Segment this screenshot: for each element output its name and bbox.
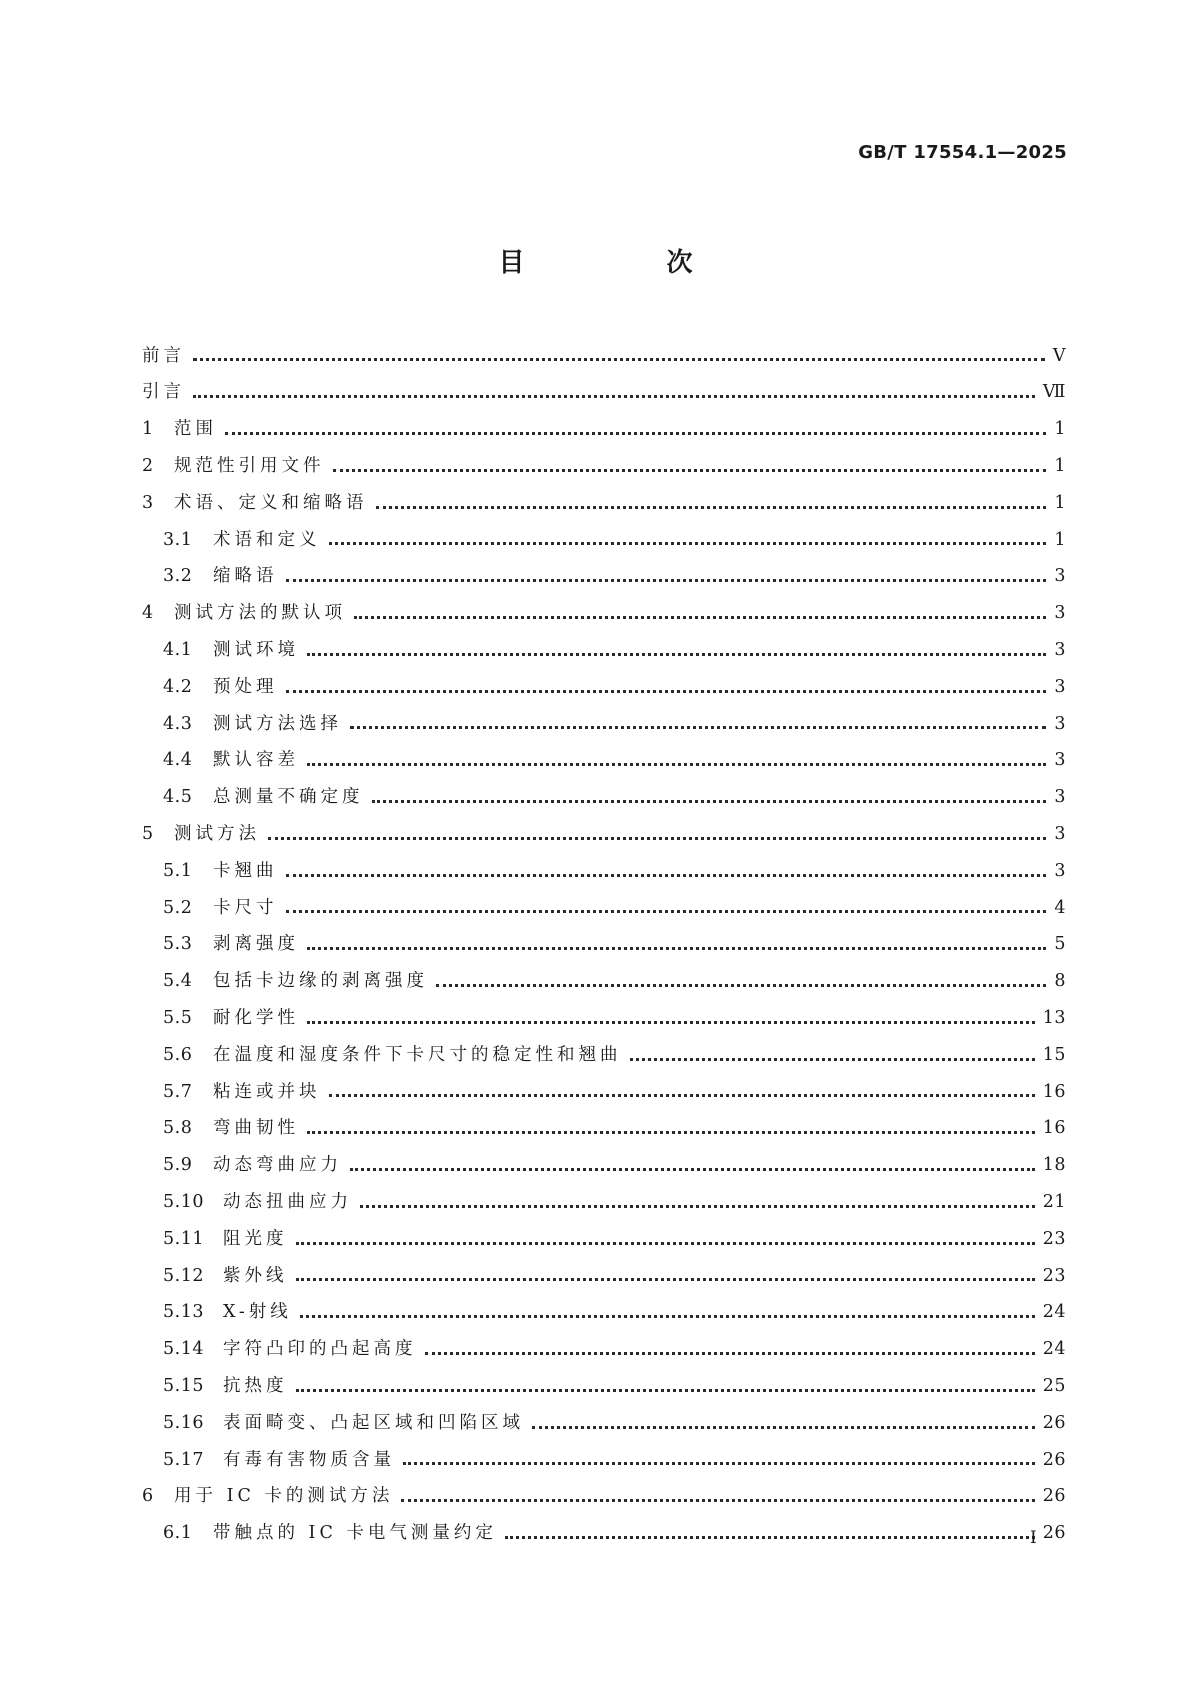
- toc-leader-dots: [350, 1167, 1035, 1171]
- toc-entry-page: 23: [1042, 1265, 1066, 1286]
- toc-entry-title: 测试方法: [174, 824, 260, 844]
- toc-entry-page: Ⅶ: [1042, 382, 1066, 403]
- toc-leader-dots: [307, 652, 1046, 656]
- toc-entry-title: 引言: [142, 382, 185, 403]
- toc-leader-dots: [401, 1498, 1034, 1502]
- toc-leader-dots: [630, 1057, 1035, 1061]
- toc-entry[interactable]: [142, 816, 1066, 853]
- toc-entry-page: 3: [1054, 860, 1066, 881]
- toc-entry-page: 3: [1054, 824, 1066, 844]
- toc-leader-dots: [296, 1388, 1035, 1392]
- toc-entry-page: 3: [1054, 750, 1066, 771]
- toc-entry-title: 粘连或并块: [213, 1081, 321, 1102]
- toc-entry-title: 字符凸印的凸起高度: [223, 1339, 417, 1360]
- toc-entry[interactable]: [142, 1332, 1066, 1369]
- toc-entry-page: 25: [1042, 1375, 1066, 1396]
- toc-entry-number: 5.6: [163, 1044, 193, 1065]
- toc-entry[interactable]: [142, 1148, 1066, 1185]
- toc-entry[interactable]: [142, 1111, 1066, 1148]
- toc-entry-page: 24: [1042, 1339, 1066, 1360]
- toc-leader-dots: [286, 578, 1047, 582]
- toc-leader-dots: [354, 615, 1046, 619]
- toc-entry-number: 4.1: [163, 640, 193, 661]
- toc-entry-page: 3: [1054, 787, 1066, 808]
- toc-entry-page: 1: [1054, 492, 1066, 513]
- toc-leader-dots: [436, 983, 1046, 987]
- toc-entry-page: 26: [1042, 1412, 1066, 1433]
- toc-entry-title: 术语和定义: [213, 529, 321, 550]
- toc-entry[interactable]: [142, 559, 1066, 596]
- toc-leader-dots: [286, 689, 1047, 693]
- toc-leader-dots: [329, 1093, 1035, 1097]
- toc-entry-page: 24: [1042, 1302, 1066, 1323]
- toc-leader-dots: [329, 541, 1047, 545]
- toc-entry-page: 8: [1054, 971, 1066, 992]
- toc-leader-dots: [307, 946, 1046, 950]
- toc-entry[interactable]: [142, 853, 1066, 890]
- toc-entry-title: X-射线: [223, 1302, 292, 1323]
- toc-entry-number: 3.2: [163, 566, 193, 587]
- toc-entry-title: 用于 IC 卡的测试方法: [174, 1486, 394, 1507]
- toc-entry[interactable]: [142, 1074, 1066, 1111]
- toc-entry-number: 4.2: [163, 676, 193, 697]
- toc-entry-title: 阻光度: [223, 1228, 288, 1249]
- toc-entry-number: 4: [142, 603, 154, 624]
- toc-leader-dots: [193, 357, 1045, 361]
- page-folio: Ⅰ: [1030, 1528, 1037, 1548]
- toc-leader-dots: [532, 1425, 1035, 1429]
- toc-entry-number: 5.2: [163, 897, 193, 918]
- toc-entry-title: 有毒有害物质含量: [223, 1449, 395, 1470]
- toc-entry-title: 预处理: [213, 676, 278, 697]
- toc-entry-title: 总测量不确定度: [213, 787, 364, 808]
- toc-entry[interactable]: [142, 1184, 1066, 1221]
- toc-entry-title: 前言: [142, 345, 185, 366]
- toc-entry[interactable]: [142, 596, 1066, 633]
- toc-entry-page: 18: [1042, 1155, 1066, 1176]
- toc-entry-number: 5.15: [163, 1375, 204, 1396]
- toc-leader-dots: [307, 1020, 1035, 1024]
- toc-leader-dots: [372, 799, 1047, 803]
- toc-entry-page: 13: [1042, 1007, 1066, 1028]
- toc-leader-dots: [296, 1277, 1035, 1281]
- toc-entry-title: 在温度和湿度条件下卡尺寸的稳定性和翘曲: [213, 1044, 622, 1065]
- toc-entry[interactable]: [142, 743, 1066, 780]
- toc-entry[interactable]: [142, 1258, 1066, 1295]
- toc-entry-title: 剥离强度: [213, 934, 299, 955]
- toc-entry-page: 3: [1054, 640, 1066, 661]
- toc-leader-dots: [300, 1314, 1035, 1318]
- toc-entry-number: 6: [142, 1486, 154, 1507]
- toc-entry-number: 3: [142, 492, 154, 513]
- toc-leader-dots: [296, 1241, 1035, 1245]
- toc-entry-title: 动态弯曲应力: [213, 1155, 342, 1176]
- toc-leader-dots: [403, 1461, 1035, 1465]
- toc-entry-title: 包括卡边缘的剥离强度: [213, 971, 428, 992]
- toc-entry-page: 3: [1054, 676, 1066, 697]
- toc-entry-title: 默认容差: [213, 750, 299, 771]
- toc-entry-number: 5.8: [163, 1118, 193, 1139]
- toc-entry-title: 带触点的 IC 卡电气测量约定: [213, 1523, 497, 1544]
- toc-entry[interactable]: [142, 485, 1066, 522]
- toc-entry[interactable]: [142, 1442, 1066, 1479]
- toc-entry-number: 1: [142, 419, 154, 440]
- toc-entry-number: 5.16: [163, 1412, 204, 1433]
- toc-entry-title: 测试方法选择: [213, 713, 342, 734]
- toc-entry-number: 5.9: [163, 1155, 193, 1176]
- toc-entry-number: 5.17: [163, 1449, 204, 1470]
- toc-entry[interactable]: [142, 448, 1066, 485]
- toc-entry[interactable]: [142, 1405, 1066, 1442]
- toc-entry-title: 耐化学性: [213, 1007, 299, 1028]
- toc-entry-title: 规范性引用文件: [174, 456, 325, 477]
- toc-entry-page: 5: [1054, 934, 1066, 955]
- toc-entry-page: 26: [1042, 1449, 1066, 1470]
- toc-entry[interactable]: [142, 1221, 1066, 1258]
- toc-entry-number: 5.11: [163, 1228, 204, 1249]
- toc-leader-dots: [360, 1204, 1035, 1208]
- toc-entry-page: 3: [1054, 566, 1066, 587]
- toc-entry[interactable]: [142, 706, 1066, 743]
- toc-entry-number: 5.7: [163, 1081, 193, 1102]
- toc-entry-page: 21: [1042, 1191, 1066, 1212]
- toc-leader-dots: [193, 394, 1035, 398]
- toc-entry[interactable]: [142, 669, 1066, 706]
- toc-entry-title: 抗热度: [223, 1375, 288, 1396]
- table-of-contents: [142, 338, 1066, 1552]
- toc-entry-title: 表面畸变、凸起区域和凹陷区域: [223, 1412, 524, 1433]
- toc-entry-number: 5: [142, 824, 154, 844]
- toc-entry[interactable]: [142, 780, 1066, 817]
- toc-entry-number: 5.12: [163, 1265, 204, 1286]
- toc-leader-dots: [286, 873, 1047, 877]
- toc-entry-number: 2: [142, 456, 154, 477]
- toc-entry-page: 3: [1054, 713, 1066, 734]
- toc-entry-page: 4: [1054, 897, 1066, 918]
- toc-entry-page: 3: [1054, 603, 1066, 624]
- toc-leader-dots: [333, 468, 1047, 472]
- toc-leader-dots: [505, 1535, 1035, 1539]
- toc-leader-dots: [350, 725, 1046, 729]
- toc-entry-page: 1: [1054, 456, 1066, 477]
- toc-entry[interactable]: [142, 1516, 1066, 1553]
- toc-entry-title: 术语、定义和缩略语: [174, 492, 368, 513]
- toc-entry[interactable]: [142, 1295, 1066, 1332]
- toc-entry-title: 紫外线: [223, 1265, 288, 1286]
- toc-entry-number: 5.13: [163, 1302, 204, 1323]
- toc-entry-number: 4.5: [163, 787, 193, 808]
- toc-entry-number: 5.5: [163, 1007, 193, 1028]
- toc-entry-page: 1: [1054, 419, 1066, 440]
- toc-entry-number: 5.4: [163, 971, 193, 992]
- toc-entry[interactable]: [142, 412, 1066, 449]
- standard-code: GB/T 17554.1—2025: [858, 142, 1067, 163]
- toc-entry-number: 5.10: [163, 1191, 204, 1212]
- toc-entry-page: 26: [1042, 1523, 1066, 1544]
- toc-entry[interactable]: [142, 1037, 1066, 1074]
- toc-leader-dots: [307, 762, 1046, 766]
- toc-entry-number: 4.4: [163, 750, 193, 771]
- toc-entry[interactable]: [142, 375, 1066, 412]
- toc-entry-page: 16: [1042, 1081, 1066, 1102]
- toc-leader-dots: [286, 909, 1047, 913]
- toc-entry-title: 动态扭曲应力: [223, 1191, 352, 1212]
- toc-entry-title: 缩略语: [213, 566, 278, 587]
- page-title: 目 次: [498, 248, 751, 278]
- toc-entry[interactable]: [142, 890, 1066, 927]
- toc-entry-page: 15: [1042, 1044, 1066, 1065]
- toc-entry-page: 1: [1054, 529, 1066, 550]
- toc-entry[interactable]: [142, 632, 1066, 669]
- toc-entry-page: 26: [1042, 1486, 1066, 1507]
- toc-entry-number: 5.3: [163, 934, 193, 955]
- toc-entry-number: 5.14: [163, 1339, 204, 1360]
- toc-entry-page: 16: [1042, 1118, 1066, 1139]
- toc-entry[interactable]: [142, 1368, 1066, 1405]
- toc-entry-number: 5.1: [163, 860, 193, 881]
- toc-entry[interactable]: [142, 927, 1066, 964]
- toc-entry-page: Ⅴ: [1052, 345, 1066, 366]
- toc-entry[interactable]: [142, 1479, 1066, 1516]
- toc-entry-title: 卡翘曲: [213, 860, 278, 881]
- toc-leader-dots: [425, 1351, 1035, 1355]
- toc-entry-number: 4.3: [163, 713, 193, 734]
- toc-entry[interactable]: [142, 338, 1066, 375]
- toc-leader-dots: [225, 431, 1046, 435]
- toc-entry-title: 弯曲韧性: [213, 1118, 299, 1139]
- toc-entry-title: 测试方法的默认项: [174, 603, 346, 624]
- toc-entry[interactable]: [142, 1000, 1066, 1037]
- toc-leader-dots: [268, 836, 1046, 840]
- toc-entry-title: 范围: [174, 419, 217, 440]
- toc-entry-page: 23: [1042, 1228, 1066, 1249]
- toc-entry[interactable]: [142, 964, 1066, 1001]
- toc-leader-dots: [307, 1130, 1035, 1134]
- toc-entry-number: 6.1: [163, 1523, 193, 1544]
- toc-leader-dots: [376, 505, 1047, 509]
- toc-entry-title: 测试环境: [213, 640, 299, 661]
- toc-entry-title: 卡尺寸: [213, 897, 278, 918]
- toc-entry-number: 3.1: [163, 529, 193, 550]
- toc-entry[interactable]: [142, 522, 1066, 559]
